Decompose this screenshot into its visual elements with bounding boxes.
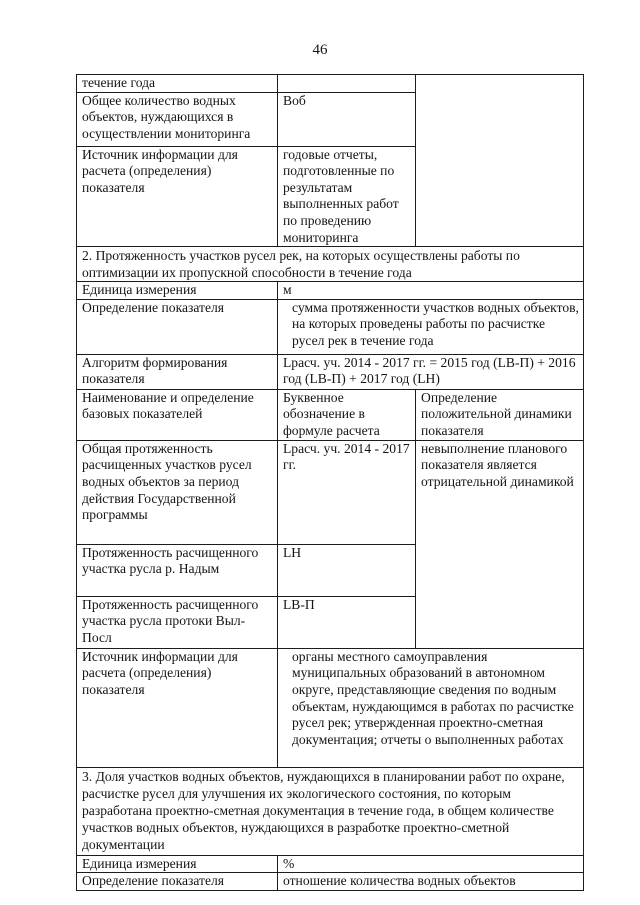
cell-algorithm-label: Алгоритм формирования показателя [77, 354, 278, 389]
cell-vyl-posl-length-label: Протяженность расчищенного участка русла протоки Выл-Посл [77, 596, 278, 648]
page-number: 46 [312, 42, 328, 58]
cell-nadym-length-symbol: LН [278, 544, 416, 596]
cell-total-length-label: Общая протяженность расчищенных участков русел водных объектов за период действия Государственной программы [77, 440, 278, 544]
cell-unit-label-2: Единица измерения [77, 855, 278, 873]
cell-nadym-length-label: Протяженность расчищенного участка русла р. Надым [77, 544, 278, 596]
cell-unit-label: Единица измерения [77, 282, 278, 300]
cell-vyl-posl-length-symbol: LВ-П [278, 596, 416, 648]
cell-source-value-2: органы местного самоуправления муниципальных образований в автономном округе, представляющие сведения по водным объектам, нуждающимся в работах по расчистке русел рек; утвержденная проектно-сметная документация; отчеты о выполненных работах [278, 648, 584, 767]
cell-algorithm-formula: Lрасч. уч. 2014 - 2017 гг. = 2015 год (LВ-П) + 2016 год (LВ-П) + 2017 год (LН) [278, 354, 584, 389]
cell-continuation-text: течение года [77, 75, 278, 93]
indicator-table [76, 74, 584, 891]
cell-definition-label-2: Определение показателя [77, 873, 278, 891]
cell-definition-value-2: отношение количества водных объектов [278, 873, 584, 891]
cell-letter-designation-header: Буквенное обозначение в формуле расчета [278, 389, 416, 440]
cell-base-indicators-header: Наименование и определение базовых показателей [77, 389, 278, 440]
cell-total-length-symbol: Lрасч. уч. 2014 - 2017 гг. [278, 440, 416, 544]
cell-unit-value: м [278, 282, 584, 300]
cell-water-objects-label: Общее количество водных объектов, нуждающихся в осуществлении мониторинга [77, 92, 278, 146]
cell-empty [278, 75, 416, 93]
cell-definition-value: сумма протяженности участков водных объектов, на которых проведены работы по расчистке русел рек в течение года [278, 299, 584, 354]
cell-source-label-2: Источник информации для расчета (определения) показателя [77, 648, 278, 767]
cell-water-objects-symbol: Воб [278, 92, 416, 146]
cell-empty-right [416, 75, 584, 247]
section-3-title: 3. Доля участков водных объектов, нуждающихся в планировании работ по охране, расчистке русел для улучшения их экологического состояния, по которым разработана проектно-сметная документация в течение года, в общем количестве участков водных объектов, нуждающихся в разработке проектно-сметной документации [77, 767, 584, 855]
cell-positive-dynamics-header: Определение положительной динамики показателя [416, 389, 584, 440]
cell-unit-value-2: % [278, 855, 584, 873]
cell-negative-dynamics-note: невыполнение планового показателя является отрицательной динамикой [416, 440, 584, 648]
section-2-title: 2. Протяженность участков русел рек, на которых осуществлены работы по оптимизации их пропускной способности в течение года [77, 247, 584, 282]
cell-source-label: Источник информации для расчета (определения) показателя [77, 146, 278, 247]
cell-source-value: годовые отчеты, подготовленные по результатам выполненных работ по проведению мониторинга [278, 146, 416, 247]
cell-definition-label: Определение показателя [77, 299, 278, 354]
